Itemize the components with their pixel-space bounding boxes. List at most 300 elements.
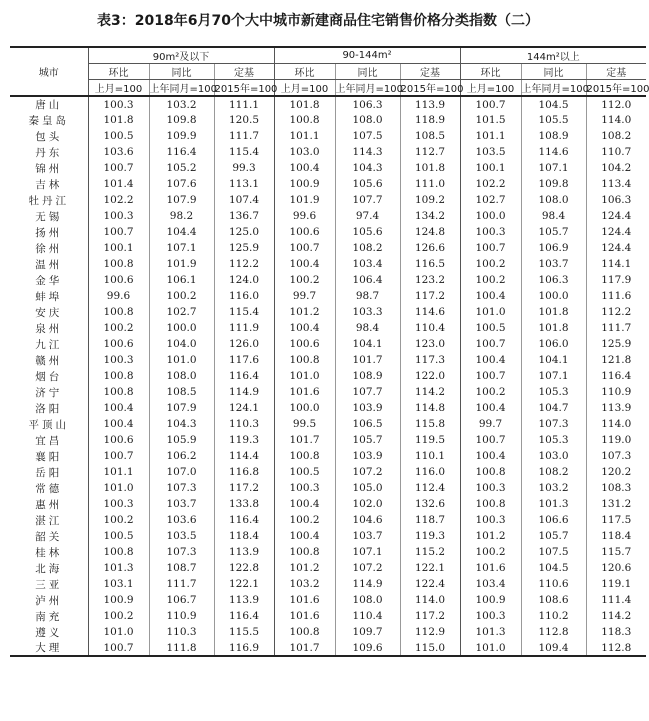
index-value: 124.4 (586, 240, 646, 256)
index-value: 100.8 (274, 448, 335, 464)
table-row (10, 640, 646, 656)
index-value: 116.0 (214, 288, 274, 304)
city-name: 济宁 (35, 386, 63, 399)
city-name: 安庆 (35, 306, 63, 319)
index-value: 103.9 (335, 448, 400, 464)
index-value: 105.7 (335, 432, 400, 448)
index-value: 100.2 (88, 512, 149, 528)
index-value: 114.0 (586, 416, 646, 432)
index-value: 112.7 (400, 144, 460, 160)
index-value: 113.9 (214, 592, 274, 608)
city-name: 锦州 (35, 162, 63, 175)
index-value: 101.7 (274, 640, 335, 656)
index-value: 100.4 (88, 400, 149, 416)
index-value: 114.3 (335, 144, 400, 160)
index-value: 131.2 (586, 496, 646, 512)
index-value: 100.2 (274, 272, 335, 288)
table-row (10, 112, 646, 128)
base-header: 2015年=100 (400, 80, 460, 97)
table-body (10, 96, 646, 656)
index-value: 106.5 (335, 416, 400, 432)
price-index-table (10, 46, 649, 657)
index-value: 100.2 (149, 288, 214, 304)
table-row (10, 544, 646, 560)
table-row (10, 496, 646, 512)
index-value: 100.8 (88, 368, 149, 384)
index-value: 107.1 (521, 368, 586, 384)
index-value: 104.6 (335, 512, 400, 528)
city-name: 岳阳 (35, 466, 63, 479)
index-value: 100.6 (88, 272, 149, 288)
index-value: 116.0 (400, 464, 460, 480)
index-value: 109.4 (521, 640, 586, 656)
index-value: 101.1 (460, 128, 521, 144)
index-value: 104.1 (335, 336, 400, 352)
index-value: 124.4 (586, 224, 646, 240)
index-value: 100.8 (460, 464, 521, 480)
group-header-small: 90m²及以下 (88, 47, 274, 64)
city-header: 城市 (10, 47, 88, 96)
index-value: 100.8 (274, 624, 335, 640)
index-value: 100.0 (460, 208, 521, 224)
index-value: 107.7 (335, 192, 400, 208)
table-row (10, 96, 646, 112)
index-value: 124.0 (214, 272, 274, 288)
index-value: 101.8 (88, 112, 149, 128)
index-value: 109.8 (521, 176, 586, 192)
index-value: 107.5 (521, 544, 586, 560)
index-value: 113.4 (586, 176, 646, 192)
index-value: 115.7 (586, 544, 646, 560)
index-value: 114.0 (400, 592, 460, 608)
index-value: 112.8 (586, 640, 646, 656)
index-value: 105.6 (335, 224, 400, 240)
index-value: 108.0 (149, 368, 214, 384)
index-value: 117.6 (214, 352, 274, 368)
index-value: 107.1 (521, 160, 586, 176)
index-value: 100.3 (88, 496, 149, 512)
index-value: 99.7 (274, 288, 335, 304)
city-name: 北海 (35, 562, 63, 575)
city-name: 温州 (35, 258, 63, 271)
city-name: 三亚 (35, 578, 63, 591)
table-row (10, 256, 646, 272)
index-value: 100.6 (274, 224, 335, 240)
index-value: 100.3 (274, 480, 335, 496)
index-value: 105.6 (335, 176, 400, 192)
index-value: 100.4 (274, 528, 335, 544)
index-value: 106.3 (586, 192, 646, 208)
base-header: 上年同月=100 (149, 80, 214, 97)
index-value: 107.3 (521, 416, 586, 432)
index-value: 99.3 (214, 160, 274, 176)
index-value: 101.8 (400, 160, 460, 176)
index-value: 99.6 (274, 208, 335, 224)
index-value: 104.3 (149, 416, 214, 432)
index-value: 117.2 (214, 480, 274, 496)
index-value: 114.1 (586, 256, 646, 272)
index-value: 111.7 (214, 128, 274, 144)
city-name: 无锡 (35, 210, 63, 223)
index-value: 120.5 (214, 112, 274, 128)
table-row (10, 160, 646, 176)
index-value: 107.9 (149, 400, 214, 416)
index-value: 100.0 (274, 400, 335, 416)
index-value: 100.3 (88, 352, 149, 368)
index-value: 114.8 (400, 400, 460, 416)
index-value: 114.9 (214, 384, 274, 400)
index-value: 100.6 (274, 336, 335, 352)
group-header-medium: 90-144m² (274, 47, 460, 64)
base-header: 上月=100 (274, 80, 335, 97)
city-name: 烟台 (35, 370, 63, 383)
index-value: 102.7 (149, 304, 214, 320)
index-value: 111.7 (149, 576, 214, 592)
index-value: 114.0 (586, 112, 646, 128)
index-value: 100.4 (274, 320, 335, 336)
base-header: 2015年=100 (586, 80, 646, 97)
group-header-large: 144m²以上 (460, 47, 646, 64)
index-value: 100.6 (88, 336, 149, 352)
base-header: 上年同月=100 (521, 80, 586, 97)
index-value: 114.2 (400, 384, 460, 400)
index-value: 112.0 (586, 96, 646, 112)
index-value: 110.2 (521, 608, 586, 624)
index-value: 115.5 (214, 624, 274, 640)
index-value: 117.5 (586, 512, 646, 528)
index-value: 116.4 (214, 512, 274, 528)
index-value: 108.0 (521, 192, 586, 208)
index-value: 98.4 (521, 208, 586, 224)
index-value: 101.0 (88, 480, 149, 496)
index-value: 106.7 (149, 592, 214, 608)
header-row-bases (10, 80, 646, 97)
index-value: 104.4 (149, 224, 214, 240)
index-value: 98.7 (335, 288, 400, 304)
index-value: 105.7 (521, 528, 586, 544)
index-value: 100.3 (88, 208, 149, 224)
index-value: 111.1 (214, 96, 274, 112)
index-value: 122.4 (400, 576, 460, 592)
index-value: 124.1 (214, 400, 274, 416)
index-value: 100.4 (460, 288, 521, 304)
index-value: 107.1 (149, 240, 214, 256)
index-value: 113.1 (214, 176, 274, 192)
table-row (10, 464, 646, 480)
index-value: 104.3 (335, 160, 400, 176)
index-value: 100.7 (88, 448, 149, 464)
measure-header: 定基 (400, 64, 460, 80)
city-name: 金华 (35, 274, 63, 287)
index-value: 100.0 (521, 288, 586, 304)
index-value: 116.8 (214, 464, 274, 480)
index-value: 100.8 (460, 496, 521, 512)
index-value: 101.2 (460, 528, 521, 544)
index-value: 124.8 (400, 224, 460, 240)
index-value: 100.8 (88, 304, 149, 320)
index-value: 106.0 (521, 336, 586, 352)
index-value: 100.4 (460, 448, 521, 464)
index-value: 107.1 (335, 544, 400, 560)
index-value: 116.4 (214, 608, 274, 624)
index-value: 100.8 (88, 256, 149, 272)
table-row (10, 304, 646, 320)
index-value: 101.3 (88, 560, 149, 576)
table-row (10, 352, 646, 368)
header-row-measures (10, 64, 646, 80)
index-value: 107.7 (335, 384, 400, 400)
index-value: 112.2 (214, 256, 274, 272)
index-value: 106.6 (521, 512, 586, 528)
index-value: 100.2 (88, 608, 149, 624)
index-value: 100.9 (460, 592, 521, 608)
index-value: 110.7 (586, 144, 646, 160)
index-value: 108.5 (400, 128, 460, 144)
index-value: 105.9 (149, 432, 214, 448)
index-value: 124.4 (586, 208, 646, 224)
index-value: 116.4 (586, 368, 646, 384)
index-value: 100.2 (88, 320, 149, 336)
city-name: 惠州 (35, 498, 63, 511)
index-value: 101.2 (274, 560, 335, 576)
index-value: 98.4 (335, 320, 400, 336)
index-value: 122.1 (214, 576, 274, 592)
index-value: 101.0 (149, 352, 214, 368)
index-value: 109.8 (149, 112, 214, 128)
index-value: 118.4 (586, 528, 646, 544)
index-value: 101.8 (521, 304, 586, 320)
index-value: 117.3 (400, 352, 460, 368)
city-name: 洛阳 (35, 402, 63, 415)
index-value: 100.1 (88, 240, 149, 256)
city-name: 宜昌 (35, 434, 63, 447)
index-value: 110.4 (400, 320, 460, 336)
index-value: 136.7 (214, 208, 274, 224)
index-value: 107.0 (149, 464, 214, 480)
index-value: 108.2 (521, 464, 586, 480)
index-value: 116.4 (214, 368, 274, 384)
index-value: 100.3 (460, 608, 521, 624)
index-value: 101.0 (460, 640, 521, 656)
index-value: 114.6 (400, 304, 460, 320)
city-name: 湛江 (35, 514, 63, 527)
table-row (10, 208, 646, 224)
table-row (10, 560, 646, 576)
table-row (10, 240, 646, 256)
table-row (10, 320, 646, 336)
index-value: 110.9 (586, 384, 646, 400)
index-value: 100.7 (460, 368, 521, 384)
index-value: 100.3 (88, 96, 149, 112)
city-name: 韶关 (35, 530, 63, 543)
index-value: 102.7 (460, 192, 521, 208)
index-value: 100.3 (460, 224, 521, 240)
index-value: 103.9 (335, 400, 400, 416)
index-value: 108.5 (149, 384, 214, 400)
index-value: 111.9 (214, 320, 274, 336)
base-header: 上年同月=100 (335, 80, 400, 97)
index-value: 133.8 (214, 496, 274, 512)
index-value: 101.8 (274, 96, 335, 112)
index-value: 103.2 (274, 576, 335, 592)
index-value: 101.5 (460, 112, 521, 128)
table-row (10, 480, 646, 496)
index-value: 108.9 (521, 128, 586, 144)
index-value: 109.9 (149, 128, 214, 144)
index-value: 101.0 (460, 304, 521, 320)
index-value: 106.3 (521, 272, 586, 288)
index-value: 119.3 (214, 432, 274, 448)
index-value: 104.0 (149, 336, 214, 352)
measure-header: 环比 (460, 64, 521, 80)
index-value: 100.7 (460, 336, 521, 352)
index-value: 105.7 (521, 224, 586, 240)
header-row-groups (10, 47, 646, 64)
index-value: 100.5 (88, 128, 149, 144)
index-value: 119.1 (586, 576, 646, 592)
index-value: 101.2 (274, 304, 335, 320)
index-value: 101.6 (460, 560, 521, 576)
index-value: 102.2 (88, 192, 149, 208)
city-name: 遵义 (35, 626, 63, 639)
index-value: 100.7 (460, 240, 521, 256)
index-value: 106.4 (335, 272, 400, 288)
index-value: 100.7 (460, 96, 521, 112)
index-value: 105.0 (335, 480, 400, 496)
index-value: 110.9 (149, 608, 214, 624)
index-value: 109.7 (335, 624, 400, 640)
index-value: 117.2 (400, 288, 460, 304)
table-row (10, 416, 646, 432)
table-row (10, 432, 646, 448)
measure-header: 环比 (274, 64, 335, 80)
index-value: 122.0 (400, 368, 460, 384)
index-value: 99.5 (274, 416, 335, 432)
index-value: 103.7 (335, 528, 400, 544)
table-row (10, 192, 646, 208)
index-value: 110.6 (521, 576, 586, 592)
index-value: 115.4 (214, 144, 274, 160)
city-name: 赣州 (35, 354, 63, 367)
city-name: 九江 (35, 338, 63, 351)
index-value: 126.0 (214, 336, 274, 352)
table-row (10, 272, 646, 288)
index-value: 102.0 (335, 496, 400, 512)
index-value: 112.2 (586, 304, 646, 320)
index-value: 112.8 (521, 624, 586, 640)
index-value: 101.1 (274, 128, 335, 144)
index-value: 108.2 (335, 240, 400, 256)
index-value: 121.8 (586, 352, 646, 368)
measure-header: 同比 (335, 64, 400, 80)
index-value: 103.3 (335, 304, 400, 320)
index-value: 116.9 (214, 640, 274, 656)
index-value: 100.5 (88, 528, 149, 544)
index-value: 103.7 (149, 496, 214, 512)
index-value: 100.6 (88, 432, 149, 448)
table-row (10, 592, 646, 608)
index-value: 99.6 (88, 288, 149, 304)
index-value: 114.2 (586, 608, 646, 624)
index-value: 119.0 (586, 432, 646, 448)
city-name: 徐州 (35, 242, 63, 255)
index-value: 100.7 (88, 224, 149, 240)
index-value: 103.5 (149, 528, 214, 544)
index-value: 100.7 (460, 432, 521, 448)
index-value: 113.9 (586, 400, 646, 416)
index-value: 104.5 (521, 560, 586, 576)
index-value: 112.9 (400, 624, 460, 640)
index-value: 101.4 (88, 176, 149, 192)
table-row (10, 368, 646, 384)
index-value: 107.3 (586, 448, 646, 464)
table-row (10, 576, 646, 592)
index-value: 107.4 (214, 192, 274, 208)
table-row (10, 448, 646, 464)
index-value: 108.3 (586, 480, 646, 496)
table-row (10, 288, 646, 304)
index-value: 100.4 (88, 416, 149, 432)
index-value: 107.2 (335, 560, 400, 576)
index-value: 117.2 (400, 608, 460, 624)
table-row (10, 608, 646, 624)
index-value: 122.1 (400, 560, 460, 576)
index-value: 119.3 (400, 528, 460, 544)
index-value: 123.0 (400, 336, 460, 352)
index-value: 125.9 (586, 336, 646, 352)
index-value: 110.3 (214, 416, 274, 432)
measure-header: 定基 (586, 64, 646, 80)
index-value: 125.9 (214, 240, 274, 256)
index-value: 100.4 (274, 496, 335, 512)
index-value: 114.4 (214, 448, 274, 464)
index-value: 100.2 (460, 384, 521, 400)
index-value: 120.6 (586, 560, 646, 576)
index-value: 101.7 (274, 432, 335, 448)
city-name: 泉州 (35, 322, 63, 335)
index-value: 108.0 (335, 592, 400, 608)
index-value: 110.3 (149, 624, 214, 640)
city-name: 泸州 (35, 594, 63, 607)
index-value: 100.2 (460, 256, 521, 272)
index-value: 100.2 (460, 272, 521, 288)
measure-header: 环比 (88, 64, 149, 80)
index-value: 108.9 (335, 368, 400, 384)
index-value: 100.2 (274, 512, 335, 528)
index-value: 118.7 (400, 512, 460, 528)
table-title: 表3：2018年6月70个大中城市新建商品住宅销售价格分类指数（二） (97, 13, 539, 29)
city-name: 平顶山 (28, 418, 69, 431)
city-name: 牡丹江 (28, 194, 69, 207)
table-row (10, 128, 646, 144)
index-value: 118.4 (214, 528, 274, 544)
table-row (10, 528, 646, 544)
index-value: 100.8 (274, 112, 335, 128)
index-value: 101.6 (274, 384, 335, 400)
index-value: 115.2 (400, 544, 460, 560)
index-value: 101.6 (274, 608, 335, 624)
index-value: 113.9 (400, 96, 460, 112)
city-name: 吉林 (35, 178, 63, 191)
city-name: 包头 (35, 130, 63, 143)
city-name: 唐山 (35, 99, 63, 111)
city-name: 蚌埠 (35, 290, 63, 303)
index-value: 103.2 (521, 480, 586, 496)
index-value: 101.7 (335, 352, 400, 368)
index-value: 110.1 (400, 448, 460, 464)
index-value: 107.3 (149, 480, 214, 496)
table-row (10, 176, 646, 192)
